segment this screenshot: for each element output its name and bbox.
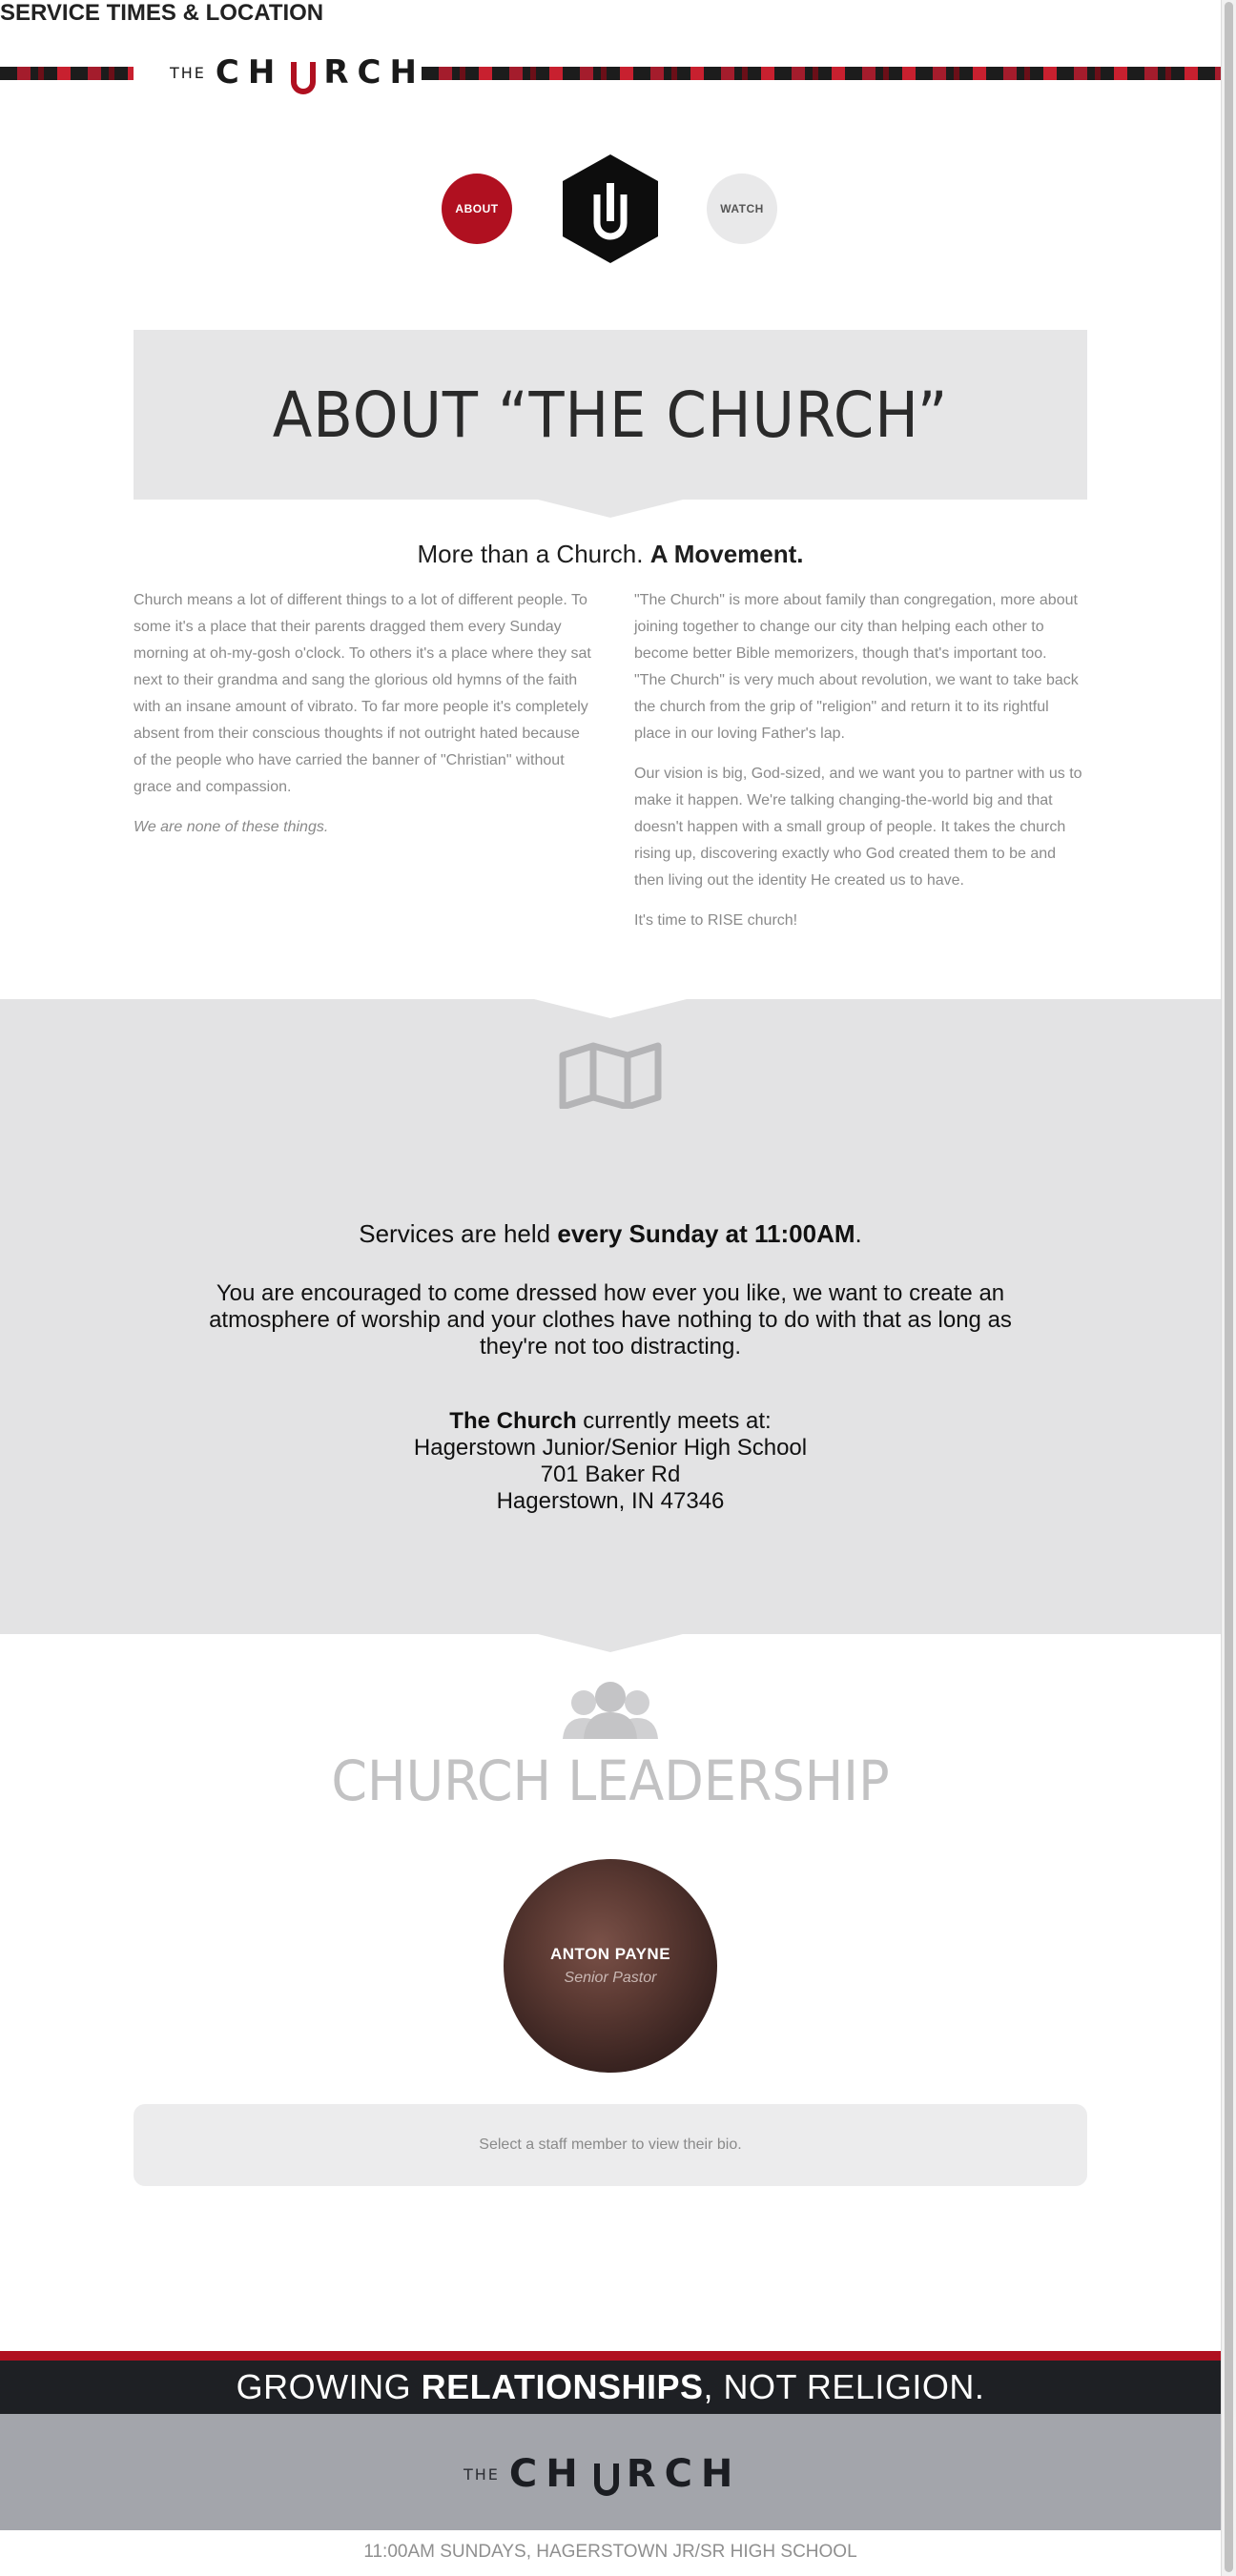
- about-subtitle-bold: A Movement.: [649, 540, 804, 568]
- logo-u-icon: [291, 62, 316, 94]
- header-logo[interactable]: [170, 53, 425, 92]
- services-street: 701 Baker Rd: [540, 1462, 681, 1487]
- footer-tagline-c: , NOT RELIGION.: [703, 2367, 985, 2406]
- services-notch-bottom: [534, 1633, 687, 1652]
- services-dress-line-2: atmosphere of worship and your clothes have nothing to do with that as long as: [209, 1307, 1012, 1333]
- about-title: ABOUT “THE CHURCH”: [272, 378, 949, 452]
- about-right-paragraph-2: Our vision is big, God-sized, and we want you to partner with us to make it happen. We're talking changing-the-world big and that doesn't happen with a small group of people. It takes the church rising up, discovering exactly who God created them to be and then living out the identity He created us to have.: [634, 766, 1082, 889]
- about-right-column: [634, 587, 1082, 948]
- services-meets-bold: The Church: [449, 1408, 577, 1434]
- header-stripe-left: [0, 67, 134, 80]
- services-location-name: Hagerstown Junior/Senior High School: [413, 1435, 808, 1461]
- leader-name: ANTON PAYNE: [549, 1945, 671, 1963]
- bio-prompt: Select a staff member to view their bio.: [479, 2136, 742, 2153]
- services-dress-line-1: You are encouraged to come dressed how ever you like, we want to create an: [216, 1280, 1005, 1306]
- about-left-paragraph-2: We are none of these things.: [134, 819, 329, 835]
- footer-logo-u-icon: [594, 2464, 619, 2496]
- logo-rch: RCH: [323, 53, 425, 92]
- people-icon: [557, 1680, 664, 1739]
- services-held-plain: Services are held: [359, 1219, 558, 1248]
- about-banner: [134, 330, 1087, 500]
- footer-tagline-a: GROWING: [236, 2367, 412, 2406]
- page-scrollbar[interactable]: [1221, 0, 1236, 2576]
- about-right-paragraph-1: "The Church" is more about family than congregation, more about joining together to change our city than helping each other to become better Bible memorizers, though that's important too. "The Church" is very much about revolution, we want to take back the church from the grip of "religion" and return it to its rightful place in our loving Father's lap.: [634, 592, 1079, 742]
- footer-logo[interactable]: [464, 2452, 741, 2496]
- map-icon: [557, 1042, 664, 1109]
- services-held-bold: every Sunday at 11:00AM: [557, 1219, 855, 1248]
- leader-card[interactable]: [504, 1859, 717, 2073]
- about-subtitle: [0, 540, 1221, 569]
- footer-tagline-bar: [0, 2361, 1221, 2414]
- services-meets-line: [0, 1408, 1221, 1435]
- services-dress-line-3: they're not too distracting.: [479, 1334, 742, 1360]
- footer-logo-ch: CH: [508, 2452, 587, 2496]
- nav-watch-button[interactable]: WATCH: [707, 174, 777, 244]
- services-title: SERVICE TIMES & LOCATION: [0, 0, 324, 26]
- scrollbar-thumb[interactable]: [1225, 2, 1233, 2572]
- logo-the: THE: [170, 63, 206, 82]
- footer-logo-rch: RCH: [626, 2452, 742, 2496]
- logo-ch: CH: [215, 53, 284, 92]
- services-city: Hagerstown, IN 47346: [496, 1488, 725, 1514]
- header-stripe-right: [422, 67, 1221, 80]
- about-subtitle-plain: More than a Church.: [417, 540, 650, 568]
- about-right-paragraph-3: It's time to RISE church!: [634, 912, 798, 929]
- bio-box: [134, 2104, 1087, 2186]
- about-banner-notch: [534, 499, 687, 518]
- leadership-title: CHURCH LEADERSHIP: [331, 1748, 890, 1813]
- footer-red-bar: [0, 2351, 1221, 2361]
- services-meets-plain: currently meets at:: [576, 1408, 772, 1434]
- nav-about-button[interactable]: ABOUT: [442, 174, 512, 244]
- footer-logo-the: THE: [464, 2464, 500, 2484]
- footer-info: 11:00AM SUNDAYS, HAGERSTOWN JR/SR HIGH SCHOOL: [363, 2542, 857, 2562]
- services-held-end: .: [855, 1219, 862, 1248]
- services-held-line: [0, 1220, 1221, 1247]
- footer-tagline-b: RELATIONSHIPS: [421, 2367, 704, 2406]
- about-left-paragraph-1: Church means a lot of different things to a lot of different people. To some it's a place that their parents dragged them every Sunday morning at oh-my-gosh o'clock. To others it's a place where they sat next to their grandma and sang the glorious old hymns of the faith with an insane amount of vibrato. To far more people it's completely absent from their conscious thoughts if not outright hated because of the people who have carried the banner of "Christian" without grace and compassion.: [134, 592, 591, 795]
- hex-logo-icon[interactable]: [561, 153, 660, 265]
- about-left-column: [134, 587, 591, 854]
- leader-role: Senior Pastor: [564, 1970, 657, 1986]
